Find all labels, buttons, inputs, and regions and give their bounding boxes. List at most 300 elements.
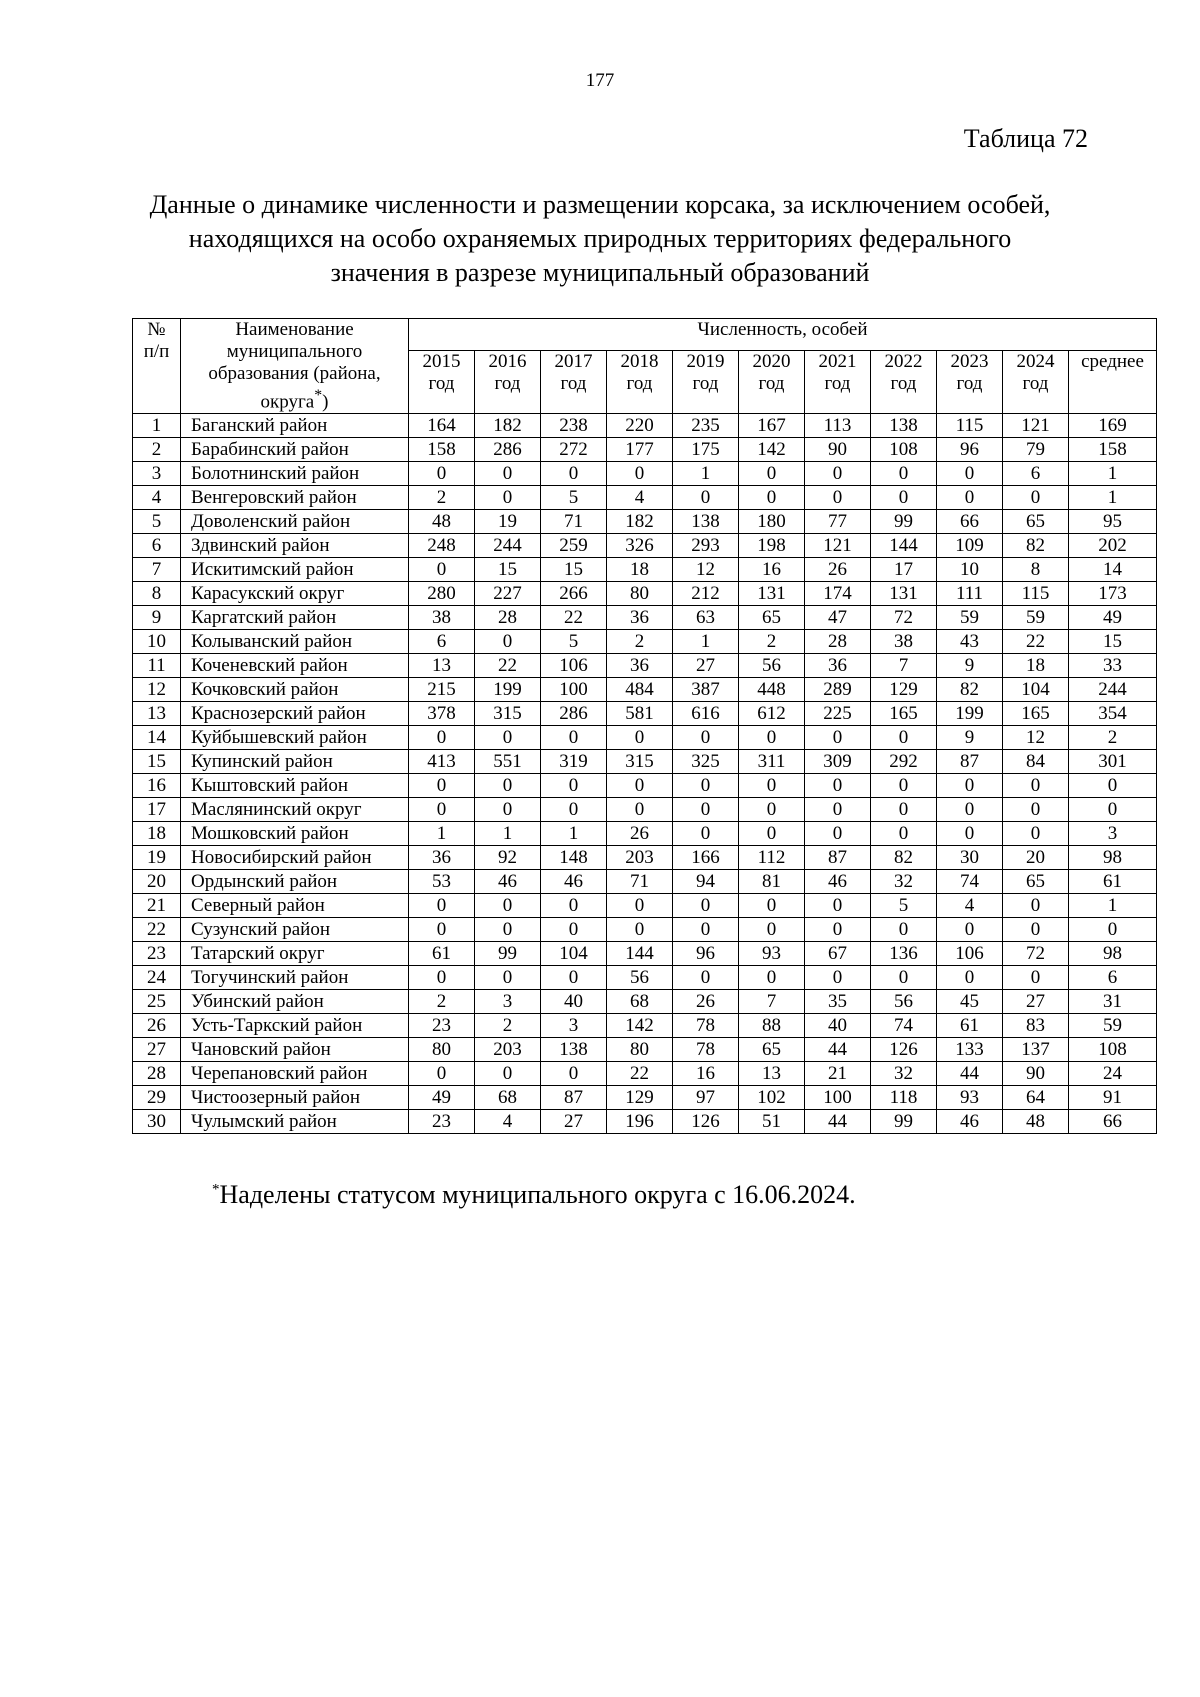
- header-year-2023: [937, 351, 1003, 414]
- year-value: 74: [871, 1014, 937, 1038]
- year-value: 0: [1003, 966, 1069, 990]
- year-value: 66: [937, 510, 1003, 534]
- year-value: 0: [739, 918, 805, 942]
- year-value: 32: [871, 1062, 937, 1086]
- year-value: 87: [541, 1086, 607, 1110]
- municipality-name: Черепановский район: [181, 1062, 409, 1086]
- year-value: 68: [607, 990, 673, 1014]
- municipality-name: Кыштовский район: [181, 774, 409, 798]
- year-value: 16: [739, 558, 805, 582]
- table-row: [133, 414, 1157, 438]
- year-value: 80: [607, 1038, 673, 1062]
- year-value: 30: [937, 846, 1003, 870]
- average-value: 98: [1069, 942, 1157, 966]
- year-value: 326: [607, 534, 673, 558]
- header-year-value: 2021: [818, 351, 857, 373]
- year-value: 61: [409, 942, 475, 966]
- year-value: 56: [607, 966, 673, 990]
- year-value: 0: [1003, 918, 1069, 942]
- year-value: 212: [673, 582, 739, 606]
- year-value: 0: [607, 774, 673, 798]
- row-number: 23: [133, 942, 181, 966]
- row-number: 27: [133, 1038, 181, 1062]
- header-year-2017: [541, 351, 607, 414]
- year-value: 5: [541, 486, 607, 510]
- average-value: 59: [1069, 1014, 1157, 1038]
- year-value: 18: [1003, 654, 1069, 678]
- population-table: [132, 318, 1157, 1134]
- table-row: [133, 702, 1157, 726]
- year-value: 4: [607, 486, 673, 510]
- year-value: 289: [805, 678, 871, 702]
- year-value: 15: [475, 558, 541, 582]
- row-number: 13: [133, 702, 181, 726]
- average-value: 1: [1069, 894, 1157, 918]
- year-value: 22: [1003, 630, 1069, 654]
- header-year-unit: год: [824, 373, 851, 395]
- year-value: 138: [541, 1038, 607, 1062]
- header-group-population: Численность, особей: [409, 319, 1157, 351]
- year-value: 165: [1003, 702, 1069, 726]
- year-value: 180: [739, 510, 805, 534]
- year-value: 10: [937, 558, 1003, 582]
- year-value: 106: [541, 654, 607, 678]
- year-value: 0: [739, 774, 805, 798]
- average-value: 33: [1069, 654, 1157, 678]
- table-row: [133, 582, 1157, 606]
- year-value: 35: [805, 990, 871, 1014]
- header-municipality: [181, 319, 409, 414]
- year-value: 0: [475, 798, 541, 822]
- average-value: 98: [1069, 846, 1157, 870]
- year-value: 259: [541, 534, 607, 558]
- year-value: 0: [673, 798, 739, 822]
- year-value: 0: [937, 798, 1003, 822]
- average-value: 301: [1069, 750, 1157, 774]
- row-number: 17: [133, 798, 181, 822]
- year-value: 142: [739, 438, 805, 462]
- table-row: [133, 846, 1157, 870]
- municipality-name: Доволенский район: [181, 510, 409, 534]
- year-value: 0: [475, 1062, 541, 1086]
- row-number: 18: [133, 822, 181, 846]
- row-number: 26: [133, 1014, 181, 1038]
- year-value: 0: [409, 894, 475, 918]
- header-year-unit: год: [1022, 373, 1049, 395]
- year-value: 48: [1003, 1110, 1069, 1134]
- year-value: 46: [805, 870, 871, 894]
- year-value: 4: [937, 894, 1003, 918]
- row-number: 21: [133, 894, 181, 918]
- year-value: 238: [541, 414, 607, 438]
- year-value: 0: [1003, 486, 1069, 510]
- row-number: 7: [133, 558, 181, 582]
- year-value: 137: [1003, 1038, 1069, 1062]
- year-value: 413: [409, 750, 475, 774]
- year-value: 46: [937, 1110, 1003, 1134]
- header-average: среднее: [1069, 351, 1157, 414]
- municipality-name: Коченевский район: [181, 654, 409, 678]
- year-value: 40: [541, 990, 607, 1014]
- year-value: 3: [541, 1014, 607, 1038]
- year-value: 0: [739, 966, 805, 990]
- year-value: 27: [541, 1110, 607, 1134]
- year-value: 40: [805, 1014, 871, 1038]
- table-row: [133, 678, 1157, 702]
- year-value: 82: [871, 846, 937, 870]
- year-value: 2: [739, 630, 805, 654]
- row-number: 4: [133, 486, 181, 510]
- year-value: 0: [871, 918, 937, 942]
- table-row: [133, 630, 1157, 654]
- year-value: 100: [541, 678, 607, 702]
- year-value: 0: [937, 462, 1003, 486]
- row-number: 28: [133, 1062, 181, 1086]
- year-value: 2: [607, 630, 673, 654]
- year-value: 83: [1003, 1014, 1069, 1038]
- year-value: 18: [607, 558, 673, 582]
- header-year-2024: [1003, 351, 1069, 414]
- year-value: 65: [1003, 510, 1069, 534]
- municipality-name: Кочковский район: [181, 678, 409, 702]
- year-value: 88: [739, 1014, 805, 1038]
- row-number: 15: [133, 750, 181, 774]
- year-value: 198: [739, 534, 805, 558]
- year-value: 115: [937, 414, 1003, 438]
- row-number: 20: [133, 870, 181, 894]
- year-value: 0: [475, 486, 541, 510]
- year-value: 65: [1003, 870, 1069, 894]
- header-year-unit: год: [494, 373, 521, 395]
- year-value: 102: [739, 1086, 805, 1110]
- year-value: 0: [1003, 894, 1069, 918]
- year-value: 0: [475, 918, 541, 942]
- year-value: 53: [409, 870, 475, 894]
- year-value: 4: [475, 1110, 541, 1134]
- year-value: 121: [805, 534, 871, 558]
- row-number: 11: [133, 654, 181, 678]
- header-year-2015: [409, 351, 475, 414]
- year-value: 0: [937, 486, 1003, 510]
- year-value: 0: [673, 486, 739, 510]
- year-value: 286: [541, 702, 607, 726]
- year-value: 0: [739, 822, 805, 846]
- year-value: 26: [607, 822, 673, 846]
- year-value: 23: [409, 1014, 475, 1038]
- year-value: 1: [541, 822, 607, 846]
- year-value: 68: [475, 1086, 541, 1110]
- year-value: 0: [475, 726, 541, 750]
- year-value: 44: [805, 1110, 871, 1134]
- year-value: 144: [871, 534, 937, 558]
- year-value: 138: [673, 510, 739, 534]
- average-value: 15: [1069, 630, 1157, 654]
- year-value: 244: [475, 534, 541, 558]
- year-value: 325: [673, 750, 739, 774]
- table-row: [133, 726, 1157, 750]
- year-value: 225: [805, 702, 871, 726]
- year-value: 448: [739, 678, 805, 702]
- year-value: 0: [409, 798, 475, 822]
- year-value: 0: [409, 918, 475, 942]
- year-value: 15: [541, 558, 607, 582]
- header-year-value: 2015: [422, 351, 461, 373]
- table-label: Таблица 72: [963, 124, 1088, 153]
- year-value: 72: [871, 606, 937, 630]
- title-line: значения в разрезе муниципальный образований: [330, 258, 870, 287]
- table-row: [133, 1062, 1157, 1086]
- row-number: 14: [133, 726, 181, 750]
- header-year-unit: год: [758, 373, 785, 395]
- year-value: 43: [937, 630, 1003, 654]
- year-value: 0: [607, 894, 673, 918]
- year-value: 280: [409, 582, 475, 606]
- year-value: 90: [1003, 1062, 1069, 1086]
- average-value: 169: [1069, 414, 1157, 438]
- table-row: [133, 462, 1157, 486]
- municipality-name: Искитимский район: [181, 558, 409, 582]
- year-value: 113: [805, 414, 871, 438]
- year-value: 248: [409, 534, 475, 558]
- year-value: 79: [1003, 438, 1069, 462]
- table-row: [133, 1038, 1157, 1062]
- year-value: 2: [409, 486, 475, 510]
- table-row: [133, 1110, 1157, 1134]
- row-number: 24: [133, 966, 181, 990]
- year-value: 104: [1003, 678, 1069, 702]
- average-value: 1: [1069, 486, 1157, 510]
- municipality-name: Куйбышевский район: [181, 726, 409, 750]
- year-value: 84: [1003, 750, 1069, 774]
- year-value: 36: [607, 606, 673, 630]
- year-value: 3: [475, 990, 541, 1014]
- year-value: 118: [871, 1086, 937, 1110]
- year-value: 81: [739, 870, 805, 894]
- header-year-value: 2019: [686, 351, 725, 373]
- year-value: 100: [805, 1086, 871, 1110]
- year-value: 0: [871, 966, 937, 990]
- average-value: 14: [1069, 558, 1157, 582]
- header-year-unit: год: [560, 373, 587, 395]
- year-value: 51: [739, 1110, 805, 1134]
- year-value: 165: [871, 702, 937, 726]
- year-value: 0: [937, 774, 1003, 798]
- year-value: 115: [1003, 582, 1069, 606]
- year-value: 182: [475, 414, 541, 438]
- year-value: 74: [937, 870, 1003, 894]
- year-value: 136: [871, 942, 937, 966]
- year-value: 309: [805, 750, 871, 774]
- year-value: 2: [409, 990, 475, 1014]
- year-value: 112: [739, 846, 805, 870]
- municipality-name: Барабинский район: [181, 438, 409, 462]
- year-value: 94: [673, 870, 739, 894]
- year-value: 82: [1003, 534, 1069, 558]
- year-value: 12: [673, 558, 739, 582]
- year-value: 99: [871, 1110, 937, 1134]
- row-number: 16: [133, 774, 181, 798]
- year-value: 0: [673, 918, 739, 942]
- year-value: 138: [871, 414, 937, 438]
- year-value: 0: [475, 462, 541, 486]
- year-value: 0: [409, 462, 475, 486]
- average-value: 173: [1069, 582, 1157, 606]
- year-value: 0: [409, 966, 475, 990]
- year-value: 0: [739, 798, 805, 822]
- year-value: 87: [805, 846, 871, 870]
- year-value: 26: [805, 558, 871, 582]
- year-value: 148: [541, 846, 607, 870]
- year-value: 0: [1003, 774, 1069, 798]
- year-value: 8: [1003, 558, 1069, 582]
- year-value: 133: [937, 1038, 1003, 1062]
- year-value: 36: [409, 846, 475, 870]
- year-value: 126: [673, 1110, 739, 1134]
- header-year-unit: год: [692, 373, 719, 395]
- year-value: 1: [673, 630, 739, 654]
- year-value: 315: [607, 750, 673, 774]
- header-year-unit: год: [956, 373, 983, 395]
- year-value: 0: [673, 966, 739, 990]
- municipality-name: Колыванский район: [181, 630, 409, 654]
- table-row: [133, 750, 1157, 774]
- year-value: 131: [871, 582, 937, 606]
- average-value: 6: [1069, 966, 1157, 990]
- municipality-name: Новосибирский район: [181, 846, 409, 870]
- year-value: 0: [475, 630, 541, 654]
- municipality-name: Татарский округ: [181, 942, 409, 966]
- table-row: [133, 534, 1157, 558]
- header-year-value: 2020: [752, 351, 791, 373]
- municipality-name: Тогучинский район: [181, 966, 409, 990]
- year-value: 0: [607, 798, 673, 822]
- year-value: 78: [673, 1014, 739, 1038]
- year-value: 142: [607, 1014, 673, 1038]
- year-value: 7: [739, 990, 805, 1014]
- header-year-value: 2017: [554, 351, 593, 373]
- header-year-value: 2022: [884, 351, 923, 373]
- year-value: 71: [607, 870, 673, 894]
- year-value: 0: [541, 918, 607, 942]
- table-row: [133, 942, 1157, 966]
- year-value: 32: [871, 870, 937, 894]
- municipality-name: Мошковский район: [181, 822, 409, 846]
- year-value: 87: [937, 750, 1003, 774]
- year-value: 484: [607, 678, 673, 702]
- table-row: [133, 822, 1157, 846]
- year-value: 0: [871, 798, 937, 822]
- average-value: 0: [1069, 918, 1157, 942]
- year-value: 0: [409, 774, 475, 798]
- year-value: 378: [409, 702, 475, 726]
- header-number-line2: п/п: [143, 341, 170, 362]
- municipality-name: Северный район: [181, 894, 409, 918]
- year-value: 0: [475, 966, 541, 990]
- year-value: 0: [673, 726, 739, 750]
- year-value: 199: [937, 702, 1003, 726]
- title-line: находящихся на особо охраняемых природных территориях федерального: [188, 224, 1012, 253]
- average-value: 24: [1069, 1062, 1157, 1086]
- average-value: 158: [1069, 438, 1157, 462]
- year-value: 612: [739, 702, 805, 726]
- year-value: 0: [871, 462, 937, 486]
- table-row: [133, 510, 1157, 534]
- municipality-name: Венгеровский район: [181, 486, 409, 510]
- year-value: 106: [937, 942, 1003, 966]
- year-value: 111: [937, 582, 1003, 606]
- year-value: 6: [1003, 462, 1069, 486]
- year-value: 46: [541, 870, 607, 894]
- year-value: 0: [805, 966, 871, 990]
- year-value: 44: [937, 1062, 1003, 1086]
- year-value: 7: [871, 654, 937, 678]
- year-value: 0: [673, 774, 739, 798]
- year-value: 13: [739, 1062, 805, 1086]
- year-value: 56: [739, 654, 805, 678]
- year-value: 19: [475, 510, 541, 534]
- year-value: 92: [475, 846, 541, 870]
- year-value: 36: [607, 654, 673, 678]
- table-row: [133, 894, 1157, 918]
- year-value: 129: [607, 1086, 673, 1110]
- year-value: 315: [475, 702, 541, 726]
- year-value: 93: [739, 942, 805, 966]
- table-row: [133, 774, 1157, 798]
- header-number: [133, 319, 181, 414]
- municipality-name: Купинский район: [181, 750, 409, 774]
- year-value: 311: [739, 750, 805, 774]
- year-value: 0: [1003, 798, 1069, 822]
- footnote-text: Наделены статусом муниципального округа с 16.06.2024.: [219, 1180, 856, 1209]
- year-value: 99: [475, 942, 541, 966]
- row-number: 3: [133, 462, 181, 486]
- year-value: 5: [871, 894, 937, 918]
- header-year-2019: [673, 351, 739, 414]
- year-value: 2: [475, 1014, 541, 1038]
- year-value: 0: [937, 822, 1003, 846]
- year-value: 121: [1003, 414, 1069, 438]
- header-municipality-close: ): [322, 391, 329, 413]
- year-value: 80: [607, 582, 673, 606]
- year-value: 0: [673, 822, 739, 846]
- row-number: 5: [133, 510, 181, 534]
- page-number: 177: [585, 70, 615, 91]
- header-year-unit: год: [626, 373, 653, 395]
- row-number: 2: [133, 438, 181, 462]
- header-year-value: 2016: [488, 351, 527, 373]
- year-value: 167: [739, 414, 805, 438]
- year-value: 65: [739, 1038, 805, 1062]
- year-value: 0: [805, 894, 871, 918]
- row-number: 30: [133, 1110, 181, 1134]
- year-value: 0: [805, 822, 871, 846]
- year-value: 27: [673, 654, 739, 678]
- year-value: 1: [475, 822, 541, 846]
- municipality-name: Каргатский район: [181, 606, 409, 630]
- year-value: 182: [607, 510, 673, 534]
- year-value: 6: [409, 630, 475, 654]
- year-value: 90: [805, 438, 871, 462]
- year-value: 215: [409, 678, 475, 702]
- year-value: 0: [1003, 822, 1069, 846]
- year-value: 22: [607, 1062, 673, 1086]
- header-year-unit: год: [428, 373, 455, 395]
- year-value: 46: [475, 870, 541, 894]
- municipality-name: Болотнинский район: [181, 462, 409, 486]
- year-value: 1: [409, 822, 475, 846]
- year-value: 38: [409, 606, 475, 630]
- table-row: [133, 486, 1157, 510]
